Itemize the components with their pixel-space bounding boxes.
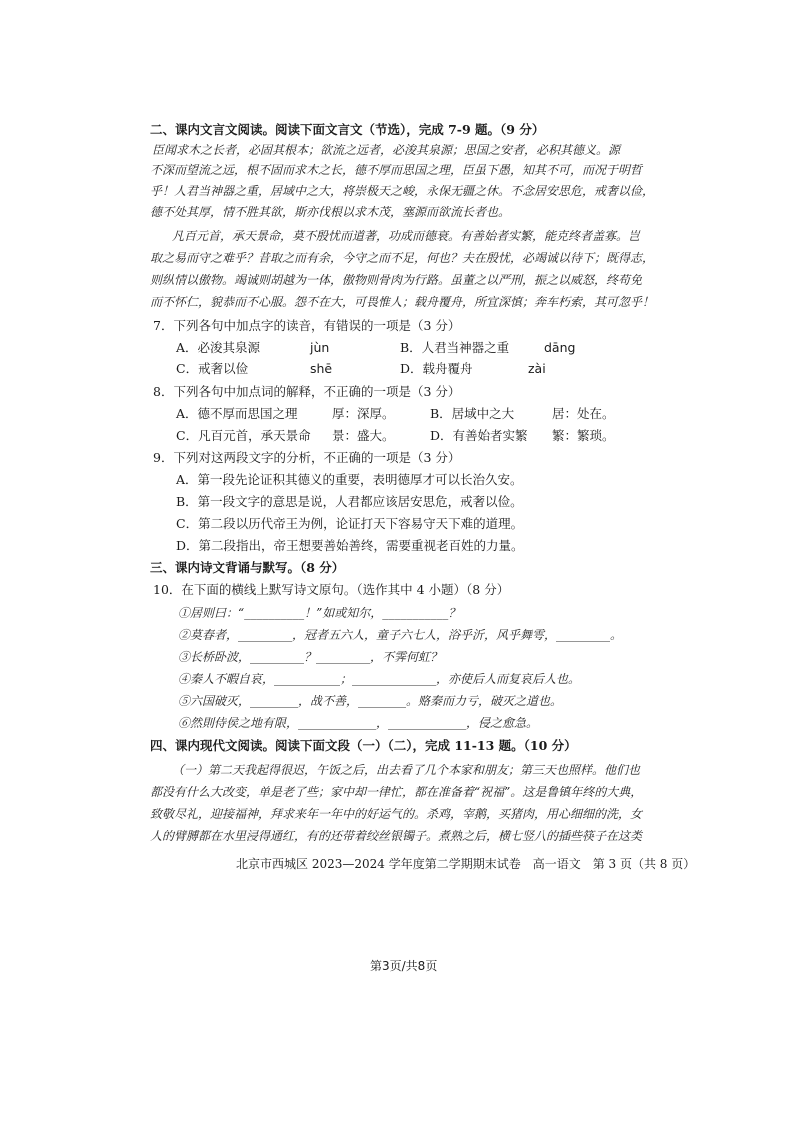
q7-pinyin-a: jùn: [310, 340, 330, 355]
passage-line: 而不怀仁，貌恭而不心服。怨不在大，可畏惟人；载舟覆舟，所宜深慎；奔车朽索，其可忽乎！: [150, 295, 655, 309]
q9-stem: 9．下列对这两段文字的分析，不正确的一项是（3 分）: [153, 450, 461, 465]
q10-item: ②莫春者，_________，冠者五六人，童子六七人，浴乎沂，风乎舞雩，_________。: [178, 628, 623, 642]
q10-item: ⑤六国破灭，________，战不善，________。赂秦而力亏，破灭之道也。: [178, 694, 563, 708]
q8-option-b: B．居域中之大: [430, 406, 515, 421]
section4-heading: 四、课内现代文阅读。阅读下面文段（一）（二），完成 11-13 题。（10 分）: [150, 738, 577, 753]
q7-option-b: B．人君当神器之重: [400, 340, 510, 355]
q8-stem: 8．下列各句中加点词的解释，不正确的一项是（3 分）: [153, 384, 461, 399]
q7-pinyin-d: zài: [528, 361, 546, 376]
passage-line: 不深而望流之远，根不固而求木之长，德不厚而思国之理，臣虽下愚，知其不可，而况于明哲: [150, 163, 643, 177]
section3-heading: 三、课内诗文背诵与默写。（8 分）: [150, 560, 345, 575]
q10-item: ③长桥卧波，_________？_________，不霁何虹？: [178, 650, 443, 664]
q10-item: ⑥然則侍侯之地有限，_____________，_____________，侵之愈急。: [178, 716, 539, 730]
passage-line: 取之易而守之难乎？昔取之而有余，今守之而不足，何也？夫在殷忧，必竭诚以待下；既得志，: [150, 251, 655, 265]
q8-definition-a: 厚：深厚。: [332, 406, 395, 421]
q10-stem: 10．在下面的横线上默写诗文原句。（选作其中 4 小题）（8 分）: [153, 582, 510, 597]
section2-heading: 二、课内文言文阅读。阅读下面文言文（节选），完成 7-9 题。（9 分）: [150, 122, 545, 137]
q8-option-d: D．有善始者实繁: [430, 428, 528, 443]
passage-line: 则纵情以傲物。竭诚则胡越为一体，傲物则骨肉为行路。虽董之以严刑，振之以威怒，终苟免: [150, 273, 643, 287]
passage-line: （一）第二天我起得很迟，午饭之后，出去看了几个本家和朋友；第三天也照样。他们也: [172, 763, 641, 777]
q9-option-a: A．第一段先论证积其德义的重要，表明德厚才可以长治久安。: [176, 472, 523, 487]
exam-footer: 北京市西城区 2023—2024 学年度第二学期期末试卷 高一语文 第 3 页（共 8 页）: [236, 857, 696, 871]
q8-definition-c: 景：盛大。: [332, 428, 395, 443]
passage-line: 臣闻求木之长者，必固其根本；欲流之远者，必浚其泉源；思国之安者，必积其德义。源: [152, 143, 621, 157]
passage-line: 乎！人君当神器之重，居域中之大，将崇极天之峻，永保无疆之休。不念居安思危，戒奢以俭，: [150, 184, 655, 198]
q7-pinyin-c: shē: [310, 361, 333, 376]
q10-item: ①居则曰：“__________！”如或知尔，___________？: [178, 606, 461, 620]
q9-option-c: C．第二段以历代帝王为例，论证打天下容易守天下难的道理。: [176, 516, 524, 531]
page-number: 第3页/共8页: [370, 959, 438, 973]
q8-option-c: C．凡百元首，承天景命: [176, 428, 311, 443]
passage-line: 德不处其厚，情不胜其欲，斯亦伐根以求木茂，塞源而欲流长者也。: [150, 205, 511, 219]
passage-line: 人的臂膊都在水里浸得通红，有的还带着绞丝银镯子。煮熟之后，横七竖八的插些筷子在这类: [150, 829, 643, 843]
q7-option-a: A．必浚其泉源: [176, 340, 261, 355]
q7-stem: 7．下列各句中加点字的读音，有错误的一项是（3 分）: [153, 318, 461, 333]
q8-definition-b: 居：处在。: [552, 406, 615, 421]
passage-line: 致敬尽礼，迎接福神，拜求来年一年中的好运气的。杀鸡，宰鹅，买猪肉，用心细细的洗，女: [150, 807, 643, 821]
q8-option-a: A．德不厚而思国之理: [176, 406, 298, 421]
q8-definition-d: 繁：繁琐。: [552, 428, 615, 443]
q7-option-c: C．戒奢以俭: [176, 361, 249, 376]
q7-option-d: D．载舟覆舟: [400, 361, 473, 376]
passage-line: 都没有什么大改变，单是老了些；家中却一律忙，都在准备着“祝福”。这是鲁镇年终的大典，: [150, 785, 643, 799]
q10-item: ④秦人不暇自哀，___________；______________，亦使后人而复哀后人也。: [178, 672, 581, 686]
q7-pinyin-b: dāng: [544, 340, 576, 355]
q9-option-d: D．第二段指出，帝王想要善始善终，需要重视老百姓的力量。: [176, 538, 524, 553]
passage-line: 凡百元首，承天景命，莫不殷忧而道著，功成而德衰。有善始者实繁，能克终者盖寡。岂: [172, 229, 641, 243]
q9-option-b: B．第一段文字的意思是说，人君都应该居安思危，戒奢以俭。: [176, 494, 523, 509]
